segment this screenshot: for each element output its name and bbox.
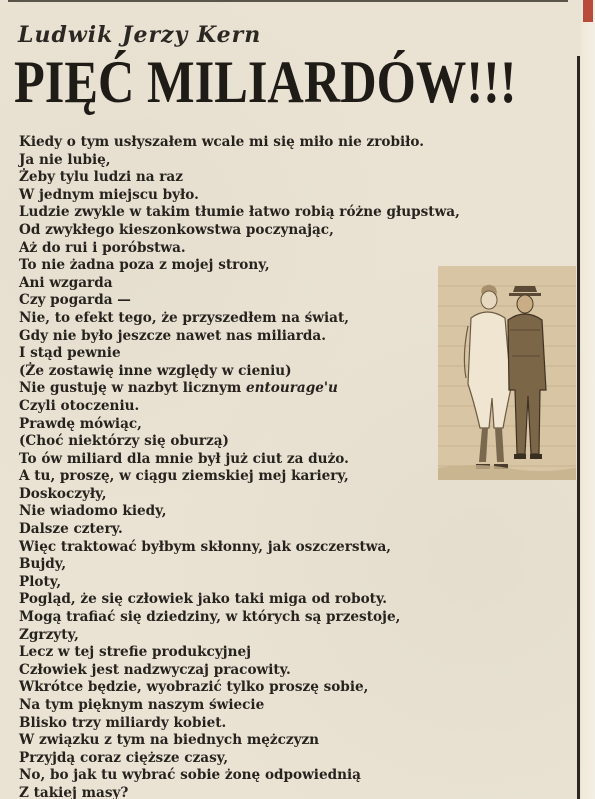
poem-line: I stąd pewnie bbox=[19, 345, 121, 362]
column-border bbox=[577, 56, 580, 799]
poem-line: Zgrzyty, bbox=[19, 626, 79, 643]
poem-line: Kiedy o tym usłyszałem wcale mi się miło nie zrobiło. bbox=[19, 134, 424, 150]
poem-line: To nie żadna poza z mojej strony, bbox=[19, 257, 270, 274]
poem-line-text: Nie gustuję w nazbyt licznym bbox=[19, 380, 246, 397]
poem-line: Ploty, bbox=[19, 573, 62, 590]
poem-line: Wkrótce będzie, wyobrazić tylko proszę sobie, bbox=[19, 679, 369, 696]
illustration-drawing bbox=[438, 266, 576, 480]
two-men-standing-illustration bbox=[438, 266, 576, 480]
poem-line: Nie, to efekt tego, że przyszedłem na świat, bbox=[19, 309, 349, 326]
poem-line: Blisko trzy miliardy kobiet. bbox=[19, 714, 227, 731]
poem-line: Dalsze cztery. bbox=[19, 521, 123, 538]
poem-line: No, bo jak tu wybrać sobie żonę odpowiednią bbox=[19, 767, 361, 784]
poem-line: (Że zostawię inne względy w cieniu) bbox=[19, 362, 292, 379]
poem-line: Czyli otoczeniu. bbox=[19, 397, 140, 414]
poem-line: Przyjdą coraz cięższe czasy, bbox=[19, 749, 229, 766]
poem-line: (Choć niektórzy się oburzą) bbox=[19, 433, 229, 450]
poem-line: Od zwykłego kieszonkowstwa poczynając, bbox=[19, 221, 334, 238]
poem-line: Doskoczyły, bbox=[19, 485, 107, 502]
red-mark bbox=[583, 0, 593, 22]
poem-line: A tu, proszę, w ciągu ziemskiej mej kariery, bbox=[19, 468, 349, 485]
poem-line: Więc traktować byłbym skłonny, jak oszczerstwa, bbox=[19, 538, 392, 555]
poem-line: Bujdy, bbox=[19, 556, 67, 573]
poem-line: To ów miliard dla mnie był już ciut za dużo. bbox=[19, 450, 349, 467]
poem-line: Żeby tylu ludzi na raz bbox=[19, 169, 183, 186]
poem-line: Aż do rui i poróbstwa. bbox=[19, 239, 186, 256]
poem-line: Ani wzgarda bbox=[19, 274, 113, 291]
poem-line: Gdy nie było jeszcze nawet nas miliarda. bbox=[19, 327, 326, 344]
author-name: Ludwik Jerzy Kern bbox=[18, 22, 262, 48]
poem-line: Mogą trafiać się dziedziny, w których są przestoje, bbox=[19, 609, 401, 626]
poem-line: W jednym miejscu było. bbox=[19, 186, 199, 203]
poem-line: Pogląd, że się człowiek jako taki miga od roboty. bbox=[19, 591, 388, 608]
top-rule bbox=[8, 0, 568, 2]
poem-line: Lecz w tej strefie produkcyjnej bbox=[19, 644, 252, 661]
poem-line: Prawdę mówiąc, bbox=[19, 415, 142, 432]
italic-word: entourage'u bbox=[245, 380, 338, 397]
page-edge bbox=[581, 0, 595, 799]
poem-line: Na tym pięknym naszym świecie bbox=[19, 697, 265, 713]
poem-line: Człowiek jest nadzwyczaj pracowity. bbox=[19, 661, 291, 678]
poem-line: Czy pogarda — bbox=[19, 292, 131, 309]
poem-line: Ja nie lubię, bbox=[19, 151, 111, 168]
article-title: PIĘĆ MILIARDÓW!!! bbox=[14, 49, 517, 115]
poem-line: Z takiej masy? bbox=[19, 784, 129, 799]
poem-line: W związku z tym na biednych mężczyzn bbox=[19, 732, 320, 749]
poem-line: Ludzie zwykle w takim tłumie łatwo robią różne głupstwa, bbox=[19, 204, 460, 221]
poem-line: Nie wiadomo kiedy, bbox=[19, 503, 167, 520]
